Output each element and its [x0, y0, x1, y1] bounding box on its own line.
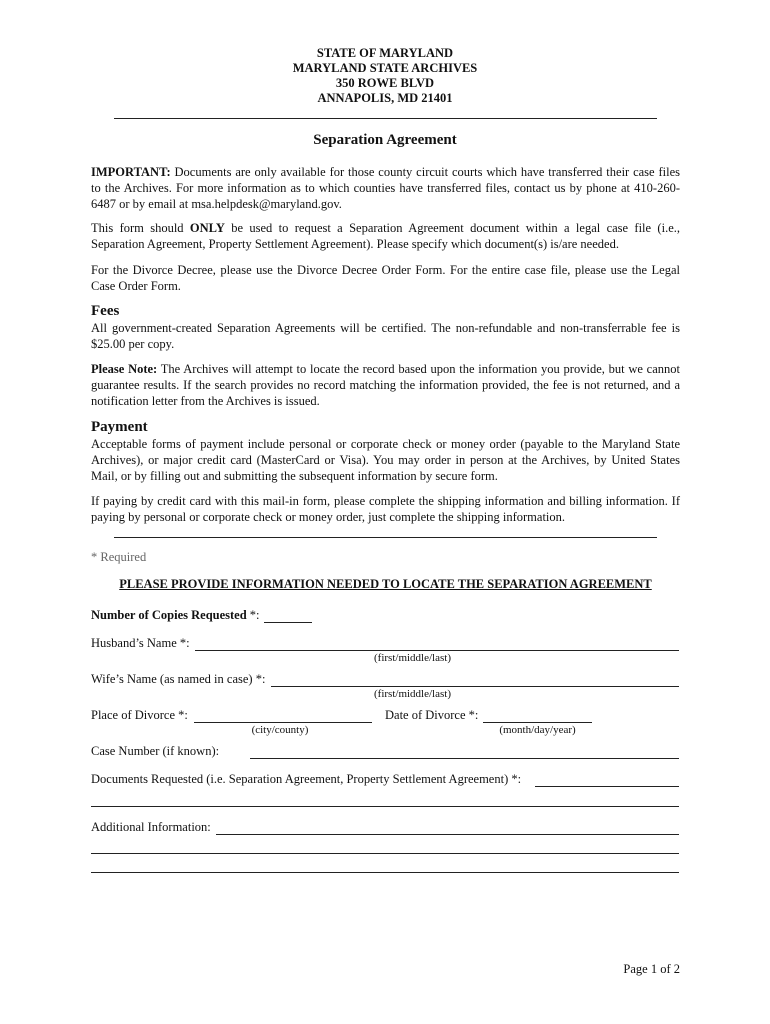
additional-info-input[interactable]: [216, 820, 679, 835]
payment-paragraph: Acceptable forms of payment include personal or corporate check or money order (payable to the Maryland State Archives), or major credit card (MasterCard or Visa). You may order in person at the Archives, by United States Mail, or by filling out and submitting the subsequent information by secure form.: [91, 437, 680, 483]
additional-info-input-line-3[interactable]: [91, 858, 679, 873]
page-title: Separation Agreement: [313, 132, 457, 148]
copies-label-text: Number of Copies Requested: [91, 608, 247, 622]
note-paragraph: [91, 361, 680, 409]
header-archives: MARYLAND STATE ARCHIVES: [292, 61, 478, 75]
place-label: Place of Divorce *:: [91, 708, 188, 722]
divorce-paragraph: For the Divorce Decree, please use the Divorce Decree Order Form. For the entire case file, please use the Legal Case Order Form.: [91, 263, 680, 293]
only-paragraph: [91, 220, 680, 252]
payment-heading: Payment: [91, 419, 148, 435]
only-pre: This form should: [91, 221, 190, 235]
header-divider: [114, 118, 657, 119]
page-number: Page 1 of 2: [623, 962, 680, 976]
wife-label: Wife’s Name (as named in case) *:: [91, 672, 266, 686]
header-city: ANNAPOLIS, MD 21401: [317, 91, 453, 105]
required-note: * Required: [91, 550, 147, 564]
important-text: Documents are only available for those county circuit courts which have transferred their case files to the Archives. For more information as to which counties have transferred files, contact us by phone at 410-260-6487 or by email at msa.helpdesk@maryland.gov.: [91, 165, 680, 211]
wife-hint: (first/middle/last): [374, 688, 451, 700]
documents-label: Documents Requested (i.e. Separation Agreement, Property Settlement Agreement) *:: [91, 772, 522, 786]
payment-card-paragraph: If paying by credit card with this mail-in form, please complete the shipping information and billing information. If paying by personal or corporate check or money order, just complete the shipping information.: [91, 494, 680, 524]
important-label: IMPORTANT:: [91, 165, 171, 179]
husband-name-input[interactable]: [195, 636, 679, 651]
documents-input-line-2[interactable]: [91, 792, 679, 807]
header-street: 350 ROWE BLVD: [335, 76, 435, 90]
date-of-divorce-input[interactable]: [483, 708, 592, 723]
additional-info-input-line-2[interactable]: [91, 839, 679, 854]
important-paragraph: [91, 164, 680, 212]
date-label: Date of Divorce *:: [385, 708, 479, 722]
copies-label: [91, 608, 260, 623]
only-post: be used to request a Separation Agreement document within a legal case file (i.e., Separation Agreement, Property Settlement Agreement). Please specify which document(s) is/are needed.: [91, 221, 680, 251]
documents-input[interactable]: [535, 772, 679, 787]
place-hint: (city/county): [251, 724, 309, 736]
case-number-label: Case Number (if known):: [91, 744, 220, 758]
wife-name-input[interactable]: [271, 672, 679, 687]
section-banner: PLEASE PROVIDE INFORMATION NEEDED TO LOCATE THE SEPARATION AGREEMENT: [119, 577, 652, 591]
note-text: The Archives will attempt to locate the record based upon the information you provide, but we cannot guarantee results. If the search provides no record matching the information provided, the fee is not returned, and a notification letter from the Archives is issued.: [91, 362, 680, 408]
additional-info-label: Additional Information:: [91, 820, 211, 834]
fees-paragraph: All government-created Separation Agreements will be certified. The non-refundable and non-transferrable fee is $25.00 per copy.: [91, 321, 680, 351]
place-of-divorce-input[interactable]: [194, 708, 372, 723]
fees-heading: Fees: [91, 303, 120, 319]
husband-hint: (first/middle/last): [374, 652, 451, 664]
payment-divider: [114, 537, 657, 538]
only-bold: ONLY: [189, 221, 225, 235]
husband-label: Husband’s Name *:: [91, 636, 190, 650]
copies-star: *:: [246, 608, 260, 622]
date-hint: (month/day/year): [499, 724, 576, 736]
note-label: Please Note:: [91, 362, 158, 376]
header-state: STATE OF MARYLAND: [316, 46, 454, 60]
copies-input[interactable]: [264, 608, 312, 623]
case-number-input[interactable]: [250, 744, 679, 759]
